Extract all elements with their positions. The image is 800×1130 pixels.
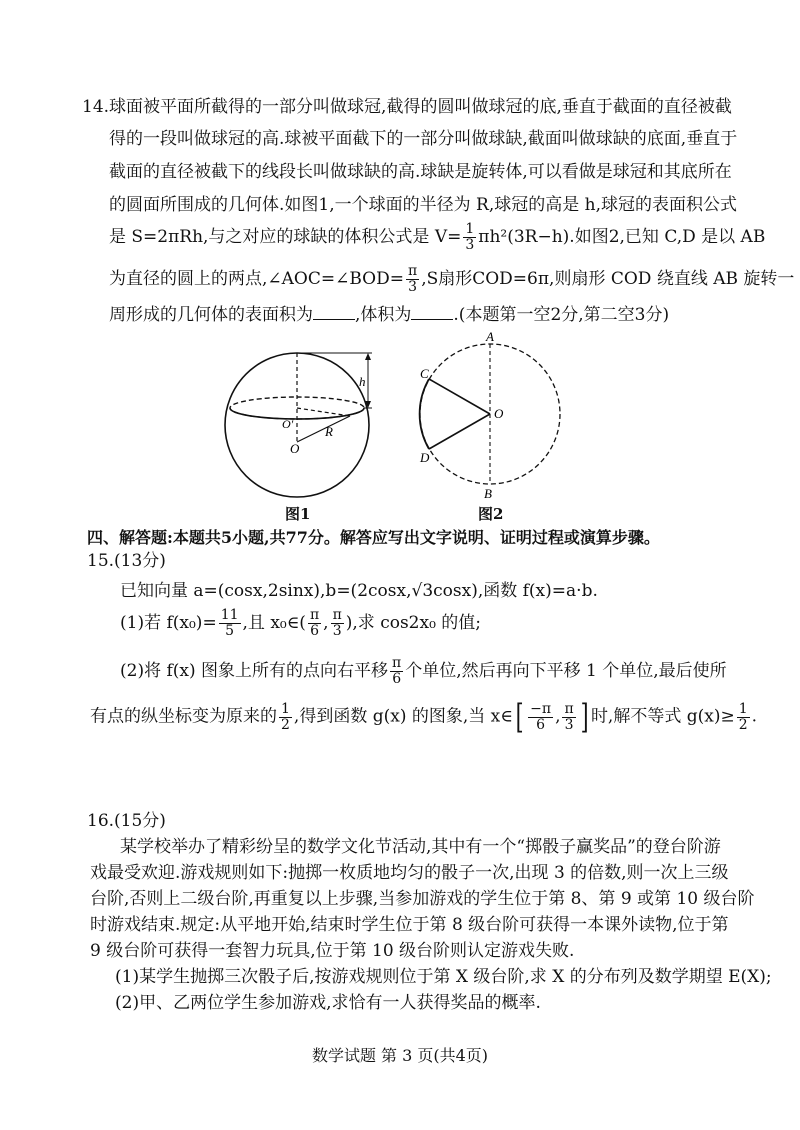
q14-line-6-text-b: ,S扇形COD=6π,则扇形 COD 绕直线 AB 旋转一 (421, 269, 795, 289)
q15-part-2-text-c: 有点的纵坐标变为原来的 (90, 706, 277, 727)
label-o: O (290, 441, 300, 456)
fraction (562, 702, 575, 733)
fraction-numerator: 11 (220, 607, 239, 623)
q16-line-2: 戏最受欢迎.游戏规则如下:抛掷一枚质地均匀的骰子一次,出现 3 的倍数,则一次上三级 (90, 863, 729, 883)
label-b: B (484, 486, 492, 501)
fraction-denominator: 3 (564, 716, 574, 733)
q15-part-1-text-d: ),求 cos2x₀ 的值; (345, 613, 482, 633)
q16-part-2: (2)甲、乙两位学生参加游戏,求恰有一人获得奖品的概率. (115, 993, 541, 1013)
q15-part-2-text-b: 个单位,然后再向下平移 1 个单位,最后使所 (405, 661, 727, 681)
q14-line-4: 的圆面所围成的几何体.如图1,一个球面的半径为 R,球冠的高是 h,球冠的表面积公式 (109, 195, 737, 215)
fraction-numerator: 1 (465, 221, 475, 237)
q16-line-5: 9 级台阶可获得一套智力玩具,位于第 10 级台阶则认定游戏失败. (90, 941, 575, 961)
q15-part-1-text-b: ,且 x₀∈( (242, 613, 306, 633)
fraction-numerator: 1 (738, 700, 748, 717)
q15-part-2-text-f: 时,解不等式 g(x)≥ (590, 706, 735, 727)
fraction-denominator: 2 (738, 716, 748, 733)
figure-2-caption: 图2 (478, 505, 504, 523)
fraction-denominator: 5 (225, 623, 235, 639)
fraction (390, 656, 403, 687)
page-footer: 数学试题 第 3 页(共4页) (311, 1046, 489, 1065)
fraction-numerator: π (309, 607, 320, 623)
fraction-numerator: π (332, 607, 342, 623)
q14-line-6-text-a: 为直径的圆上的两点,∠AOC=∠BOD= (109, 269, 404, 289)
q15-header: 15.(13分) (87, 551, 166, 571)
figure-1-caption: 图1 (285, 505, 311, 523)
q15-part-1-text-c: , (323, 613, 329, 633)
q15-part-2-text-e: , (555, 706, 561, 727)
q14-line-2: 得的一段叫做球冠的高.球被平面截下的一部分叫做球缺,截面叫做球缺的底面,垂直于 (109, 129, 738, 149)
answer-blank-1 (313, 303, 355, 320)
fraction-denominator: 6 (310, 623, 320, 639)
fraction-denominator: 2 (281, 716, 290, 733)
q15-part-1-text-a: (1)若 f(x₀)= (120, 613, 217, 633)
label-a: A (486, 330, 494, 344)
left-bracket: [ (515, 697, 524, 737)
right-bracket: ] (580, 697, 589, 737)
fraction (308, 608, 321, 639)
q15-part-2-text-d: ,得到函数 g(x) 的图象,当 x∈ (293, 706, 513, 727)
fraction-denominator: 3 (332, 623, 342, 639)
fraction (219, 608, 241, 639)
q14-line-6 (109, 264, 794, 295)
q15-part-1 (120, 608, 481, 639)
q14-line-7-text-a: 周形成的几何体的表面积为 (109, 305, 313, 325)
fraction-denominator: 3 (408, 279, 418, 295)
q15-part-2-continued (90, 697, 758, 737)
fraction (463, 222, 476, 253)
q14-line-5-text-b: πh²(3R−h).如图2,已知 C,D 是以 AB (478, 227, 766, 247)
label-h: h (359, 374, 366, 389)
fraction (279, 702, 292, 733)
fraction-numerator: −π (530, 700, 552, 717)
radius-oc (429, 379, 490, 414)
radius-od (429, 414, 490, 449)
fraction (406, 264, 419, 295)
q14-line-1: 14.球面被平面所截得的一部分叫做球冠,截得的圆叫做球冠的底,垂直于截面的直径被截 (82, 97, 732, 117)
label-c: C (420, 366, 429, 381)
q16-part-1: (1)某学生抛掷三次骰子后,按游戏规则位于第 X 级台阶,求 X 的分布列及数学期望 E(X); (115, 967, 772, 987)
fraction-numerator: π (392, 655, 402, 671)
label-r: R (325, 424, 333, 439)
sphere-radius-line (297, 416, 350, 442)
q14-line-5 (109, 222, 765, 253)
label-o-prime: O′ (282, 417, 294, 431)
q14-line-3: 截面的直径被截下的线段长叫做球缺的高.球缺是旋转体,可以看做是球冠和其底所在 (109, 162, 732, 182)
fraction-numerator: π (407, 263, 418, 279)
label-o: O (494, 406, 504, 421)
fraction (331, 608, 344, 639)
figure-1-sphere-cap (220, 340, 390, 530)
q15-part-2-text-g: . (751, 706, 758, 727)
q16-line-3: 台阶,否则上二级台阶,再重复以上步骤,当参加游戏的学生位于第 8、第 9 或第 10 级台阶 (90, 889, 755, 909)
q15-part-2 (120, 656, 727, 687)
section-4-heading: 四、解答题:本题共5小题,共77分。解答应写出文字说明、证明过程或演算步骤。 (87, 528, 660, 547)
fraction-denominator: 6 (536, 716, 546, 733)
base-radius-line (297, 408, 350, 416)
q16-line-1: 某学校举办了精彩纷呈的数学文化节活动,其中有一个“掷骰子赢奖品”的登台阶游 (120, 837, 721, 857)
arc-cd (420, 379, 429, 449)
q14-line-7 (109, 303, 669, 326)
q16-line-4: 时游戏结束.规定:从平地开始,结束时学生位于第 8 级台阶可获得一本课外读物,位于第 (90, 915, 729, 935)
q14-line-7-text-b: ,体积为 (355, 305, 412, 325)
fraction (528, 702, 553, 733)
answer-blank-2 (411, 303, 453, 320)
q15-line-1: 已知向量 a=(cosx,2sinx),b=(2cosx,√3cosx),函数 f(x)=a·b. (120, 581, 598, 601)
fraction (737, 702, 750, 733)
figure-2-sector (410, 330, 575, 510)
fraction-denominator: 6 (392, 671, 402, 687)
label-d: D (420, 450, 430, 465)
arrow-up-icon (365, 353, 371, 360)
fraction-numerator: π (564, 700, 574, 717)
q14-line-5-text-a: 是 S=2πRh,与之对应的球缺的体积公式是 V= (109, 227, 462, 247)
q14-line-7-text-c: .(本题第一空2分,第二空3分) (453, 305, 670, 325)
fraction-numerator: 1 (281, 700, 290, 717)
fraction-denominator: 3 (465, 237, 475, 253)
q16-header: 16.(15分) (87, 811, 166, 831)
q15-part-2-text-a: (2)将 f(x) 图象上所有的点向右平移 (120, 661, 389, 681)
